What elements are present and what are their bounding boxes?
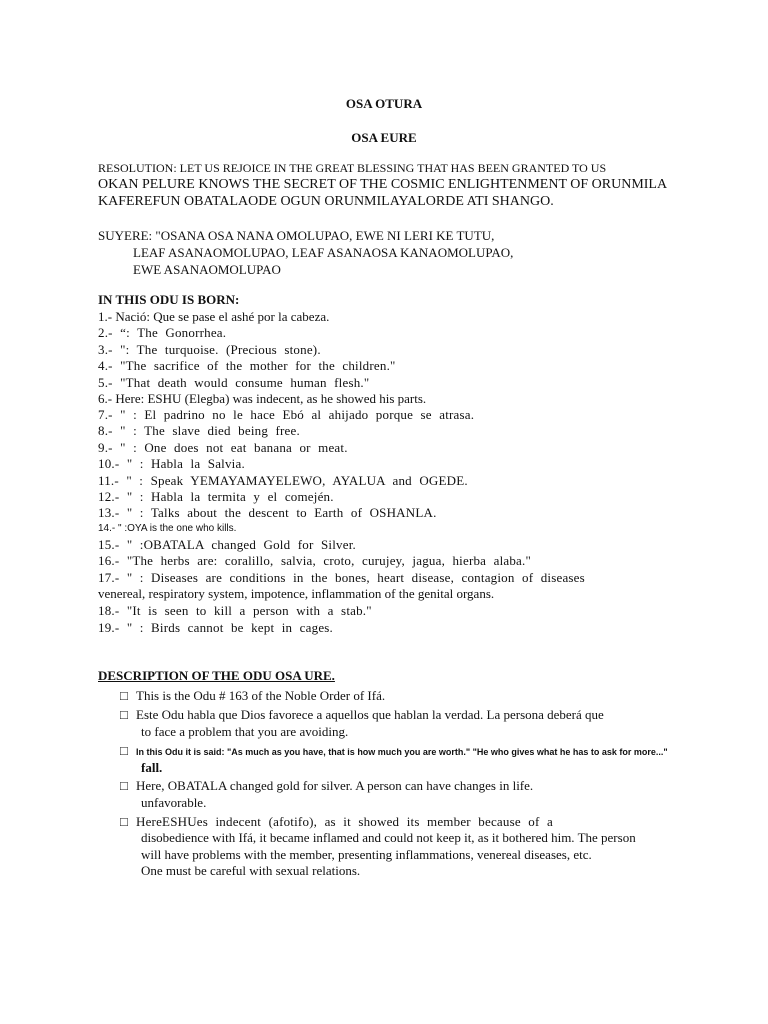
list-item <box>120 778 533 794</box>
list-item: 7.- " : El padrino no le hace Ebó al ahijado porque se atrasa. <box>98 407 475 422</box>
list-item: 16.- "The herbs are: coralillo, salvia, croto, curujey, jagua, hierba alaba." <box>98 553 531 568</box>
suyere-line: SUYERE: "OSANA OSA NANA OMOLUPAO, EWE NI LERI KE TUTU, <box>98 228 495 243</box>
suyere-line: EWE ASANAOMOLUPAO <box>133 262 281 277</box>
list-item-text: HereESHUes indecent (afotifo), as it showed its member because of a <box>136 814 553 829</box>
list-item: 1.- Nació: Que se pase el ashé por la cabeza. <box>98 309 330 324</box>
list-item-continuation: will have problems with the member, presenting inflammations, venereal diseases, etc. <box>141 847 592 862</box>
list-item-text: Este Odu habla que Dios favorece a aquellos que hablan la verdad. La persona deberá que <box>136 707 604 722</box>
resolution-line: OKAN PELURE KNOWS THE SECRET OF THE COSMIC ENLIGHTENMENT OF ORUNMILA <box>98 177 668 192</box>
list-item: 18.- "It is seen to kill a person with a stab." <box>98 603 372 618</box>
list-item-continuation: unfavorable. <box>141 795 207 810</box>
suyere-line: LEAF ASANAOMOLUPAO, LEAF ASANAOSA KANAOMOLUPAO, <box>133 245 514 260</box>
resolution-line: KAFEREFUN OBATALAODE OGUN ORUNMILAYALORDE ATI SHANGO. <box>98 194 554 209</box>
list-item: 11.- " : Speak YEMAYAMAYELEWO, AYALUA and OGEDE. <box>98 473 468 488</box>
list-item-text: This is the Odu # 163 of the Noble Order of Ifá. <box>136 688 386 703</box>
bullet-icon: □ <box>120 707 128 722</box>
resolution-line: RESOLUTION: LET US REJOICE IN THE GREAT BLESSING THAT HAS BEEN GRANTED TO US <box>98 161 607 175</box>
list-item: 15.- " :OBATALA changed Gold for Silver. <box>98 537 356 552</box>
list-item: venereal, respiratory system, impotence, inflammation of the genital organs. <box>98 586 495 601</box>
list-item-continuation: disobedience with Ifá, it became inflamed and could not keep it, as it bothered him. The person <box>141 830 636 845</box>
document-title: OSA OTURA <box>345 96 423 111</box>
list-item <box>120 743 668 760</box>
bullet-icon: □ <box>120 814 129 829</box>
list-item: 10.- " : Habla la Salvia. <box>98 456 245 471</box>
bullet-icon: □ <box>120 688 128 703</box>
list-item: 14.- " :OYA is the one who kills. <box>98 523 237 534</box>
list-item: 13.- " : Talks about the descent to Earth of OSHANLA. <box>98 505 437 520</box>
born-heading: IN THIS ODU IS BORN: <box>98 292 240 307</box>
list-item: 2.- “: The Gonorrhea. <box>98 325 227 340</box>
list-item <box>120 688 385 704</box>
list-item: 5.- "That death would consume human flesh." <box>98 375 370 390</box>
list-item: 6.- Here: ESHU (Elegba) was indecent, as he showed his parts. <box>98 391 427 406</box>
list-item-continuation: to face a problem that you are avoiding. <box>141 724 349 739</box>
document-subtitle: OSA EURE <box>351 130 417 145</box>
list-item: 19.- " : Birds cannot be kept in cages. <box>98 620 334 635</box>
list-item: 3.- ": The turquoise. (Precious stone). <box>98 342 321 357</box>
list-item: 4.- "The sacrifice of the mother for the children." <box>98 358 396 373</box>
bullet-icon: □ <box>120 778 128 793</box>
list-item-text: In this Odu it is said: "As much as you have, that is how much you are worth." "He who gives what he has to ask for more..." <box>136 747 668 757</box>
list-item <box>120 707 604 723</box>
list-item-text: Here, OBATALA changed gold for silver. A person can have changes in life. <box>136 778 534 793</box>
list-item: 12.- " : Habla la termita y el comején. <box>98 489 334 504</box>
list-item: 8.- " : The slave died being free. <box>98 423 300 438</box>
list-item: 9.- " : One does not eat banana or meat. <box>98 440 348 455</box>
list-item: 17.- " : Diseases are conditions in the bones, heart disease, contagion of diseases <box>98 570 585 585</box>
list-item-continuation: fall. <box>141 760 163 775</box>
list-item-continuation: One must be careful with sexual relations. <box>141 863 361 878</box>
bullet-icon: □ <box>120 743 128 758</box>
description-heading: DESCRIPTION OF THE ODU OSA URE. <box>98 668 335 683</box>
list-item <box>120 814 553 830</box>
